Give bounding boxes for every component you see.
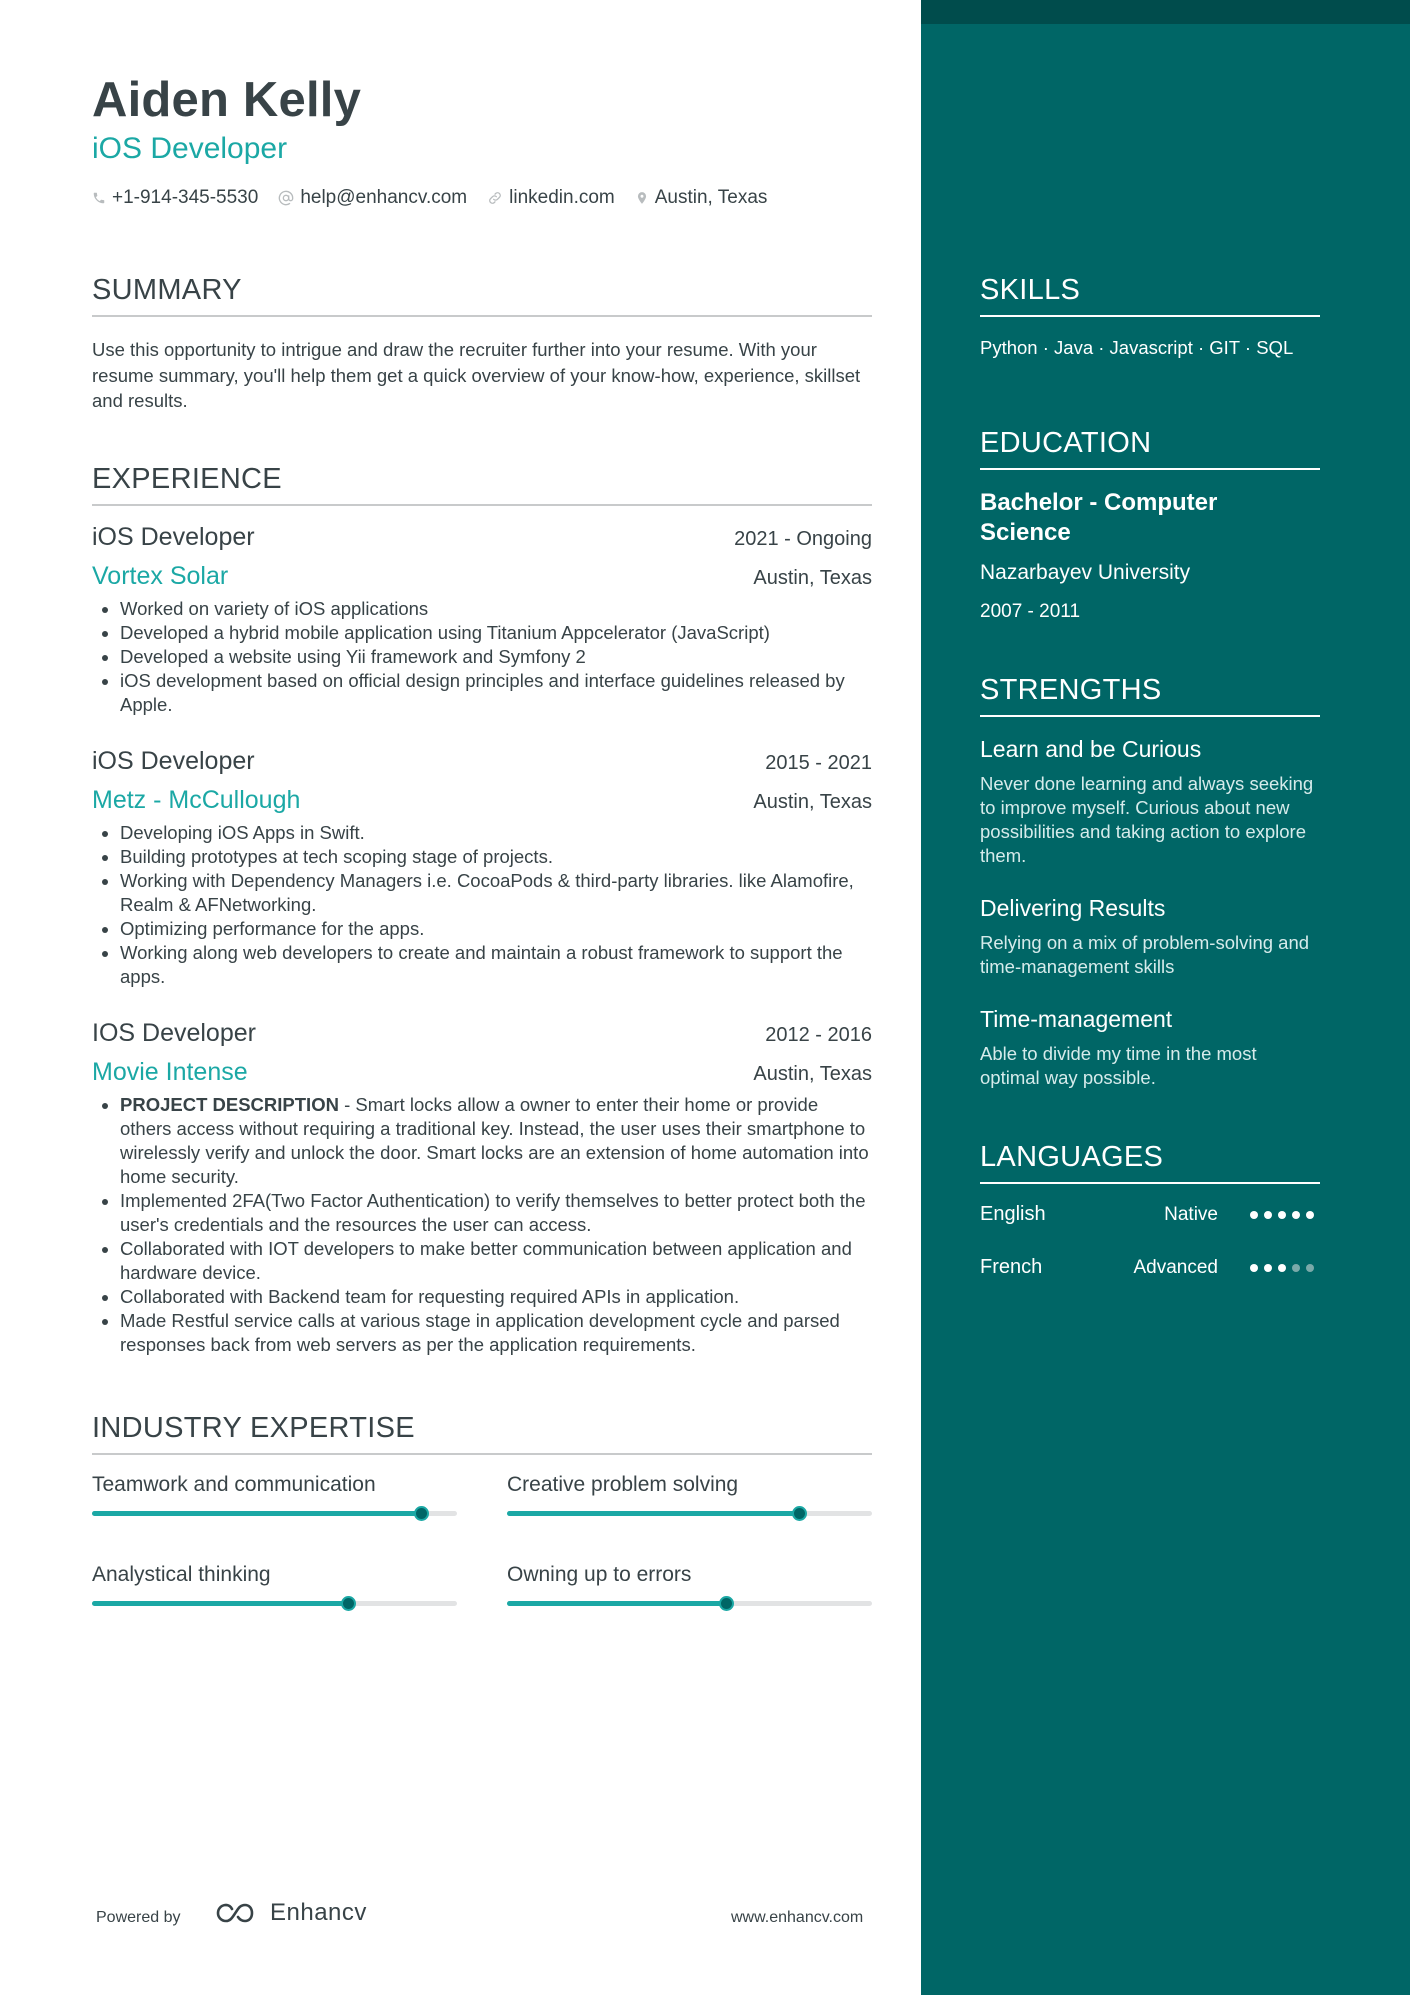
- at-icon: [278, 190, 294, 206]
- bullet: • Developing iOS Apps in Swift.: [120, 821, 872, 845]
- sidebar-top-band: [921, 0, 1410, 24]
- expertise-bar: [92, 1511, 457, 1516]
- bullet: • Collaborated with IOT developers to make better communication between application and hardware device.: [120, 1237, 872, 1285]
- proficiency-dot-filled: [1292, 1211, 1300, 1219]
- language-proficiency-dots: [1250, 1211, 1320, 1219]
- expertise-label: Creative problem solving: [507, 1473, 739, 1496]
- expertise-label: Teamwork and communication: [92, 1473, 376, 1496]
- education-years: 2007 - 2011: [980, 601, 1081, 622]
- email-text[interactable]: help@enhancv.com: [300, 187, 468, 208]
- job-company: Metz - McCullough: [92, 786, 301, 814]
- skills-list: Python · Java · Javascript · GIT · SQL: [980, 337, 1294, 358]
- expertise-bar: [507, 1511, 872, 1516]
- expertise-bar-fill: [92, 1511, 421, 1516]
- expertise-bar: [507, 1601, 872, 1606]
- candidate-name: Aiden Kelly: [92, 73, 362, 127]
- languages-heading: LANGUAGES: [980, 1141, 1320, 1184]
- expertise-bar-knob: [341, 1596, 356, 1611]
- expertise-item: [507, 1473, 872, 1516]
- bullet: • Implemented 2FA(Two Factor Authentication) to verify themselves to better protect both the user's credentials and the resources the user can access.: [120, 1189, 872, 1237]
- job-location: Austin, Texas: [753, 791, 872, 813]
- bullet: • Collaborated with Backend team for requesting required APIs in application.: [120, 1285, 872, 1309]
- contact-phone: [92, 187, 258, 209]
- summary-heading: SUMMARY: [92, 274, 872, 317]
- proficiency-dot-filled: [1306, 1211, 1314, 1219]
- bullet-rest: - Smart locks allow a owner to enter their home or provide others access without requiring a traditional key. Instead, the user uses their smartphone to wirelessly verify and unlock the door. Smart locks are an extension of home automation into home security.: [120, 1094, 869, 1187]
- strengths-heading: STRENGTHS: [980, 674, 1320, 717]
- expertise-label: Analystical thinking: [92, 1563, 271, 1586]
- job-company: Movie Intense: [92, 1058, 248, 1086]
- phone-text: +1-914-345-5530: [112, 187, 259, 208]
- expertise-item: [507, 1563, 872, 1606]
- contact-row: [92, 187, 787, 209]
- strength-title: Time-management: [980, 1006, 1173, 1032]
- job-title: iOS Developer: [92, 523, 255, 551]
- language-level: Advanced: [1133, 1256, 1218, 1278]
- expertise-bar-knob: [792, 1506, 807, 1521]
- language-name: French: [980, 1256, 1043, 1278]
- bullet: • Developed a website using Yii framework and Symfony 2: [120, 645, 872, 669]
- strength-item: [980, 736, 1320, 868]
- strength-description: Relying on a mix of problem-solving and time-management skills: [980, 932, 1310, 977]
- proficiency-dot-filled: [1264, 1211, 1272, 1219]
- strength-description: Never done learning and always seeking to improve myself. Curious about new possibilities and taking action to explore them.: [980, 773, 1314, 866]
- language-proficiency-dots: [1250, 1264, 1320, 1272]
- proficiency-dot-filled: [1278, 1264, 1286, 1272]
- bullet: • Working with Dependency Managers i.e. CocoaPods & third-party libraries. like Alamofire, Realm & AFNetworking.: [120, 869, 872, 917]
- expertise-label: Owning up to errors: [507, 1563, 692, 1586]
- job-location: Austin, Texas: [753, 1063, 872, 1085]
- proficiency-dot-filled: [1250, 1211, 1258, 1219]
- job-title: IOS Developer: [92, 1019, 256, 1047]
- job-dates: 2012 - 2016: [765, 1024, 872, 1046]
- contact-location: [635, 187, 768, 209]
- bullet: • Optimizing performance for the apps.: [120, 917, 872, 941]
- strength-description: Able to divide my time in the most optimal way possible.: [980, 1043, 1257, 1088]
- expertise-bar-knob: [414, 1506, 429, 1521]
- strength-title: Delivering Results: [980, 895, 1166, 921]
- expertise-bar-fill: [507, 1511, 799, 1516]
- footer-powered-by: Powered by: [96, 1909, 181, 1926]
- bullet: • Worked on variety of iOS applications: [120, 597, 872, 621]
- strength-item: [980, 895, 1320, 979]
- job-dates: 2015 - 2021: [765, 752, 872, 774]
- enhancv-logo-icon: [214, 1901, 262, 1925]
- job-company: Vortex Solar: [92, 562, 229, 590]
- link-icon: [487, 190, 503, 206]
- contact-linkedin[interactable]: [487, 187, 615, 209]
- experience-heading: EXPERIENCE: [92, 463, 872, 506]
- bullet: • Made Restful service calls at various stage in application development cycle and parsed responses back from web servers as per the application requirements.: [120, 1309, 872, 1357]
- job-entry: [92, 1019, 872, 1357]
- location-pin-icon: [635, 190, 649, 206]
- proficiency-dot-filled: [1264, 1264, 1272, 1272]
- expertise-item: [92, 1473, 457, 1516]
- summary-text: Use this opportunity to intrigue and draw the recruiter further into your resume. With your resume summary, you'll help them get a quick overview of your know-how, experience, skillset and results.: [92, 339, 861, 411]
- language-name: English: [980, 1203, 1046, 1225]
- sidebar: [921, 0, 1410, 1995]
- expertise-bar-fill: [507, 1601, 726, 1606]
- education-degree: Bachelor - Computer Science: [980, 489, 1218, 546]
- candidate-title: iOS Developer: [92, 132, 288, 165]
- job-bullets: [92, 597, 872, 717]
- location-text: Austin, Texas: [654, 187, 768, 208]
- language-row: [980, 1256, 1320, 1279]
- strength-title: Learn and be Curious: [980, 736, 1202, 762]
- expertise-bar-knob: [719, 1596, 734, 1611]
- bullet-bold-lead: PROJECT DESCRIPTION: [120, 1094, 339, 1115]
- job-location: Austin, Texas: [753, 567, 872, 589]
- language-row: [980, 1203, 1320, 1226]
- education-heading: EDUCATION: [980, 427, 1320, 470]
- footer-brand-name: Enhancv: [270, 1899, 367, 1926]
- skills-heading: SKILLS: [980, 274, 1320, 317]
- proficiency-dot-filled: [1278, 1211, 1286, 1219]
- proficiency-dot-empty: [1306, 1264, 1314, 1272]
- job-bullets: [92, 1093, 872, 1357]
- job-bullets: [92, 821, 872, 989]
- proficiency-dot-empty: [1292, 1264, 1300, 1272]
- contact-email[interactable]: [278, 187, 467, 209]
- expertise-bar: [92, 1601, 457, 1606]
- linkedin-text[interactable]: linkedin.com: [509, 187, 615, 208]
- proficiency-dot-filled: [1250, 1264, 1258, 1272]
- bullet: [120, 1093, 872, 1189]
- industry-expertise-heading: INDUSTRY EXPERTISE: [92, 1412, 872, 1455]
- education-school: Nazarbayev University: [980, 561, 1191, 584]
- expertise-bar-fill: [92, 1601, 348, 1606]
- language-level: Native: [1164, 1203, 1218, 1225]
- job-title: iOS Developer: [92, 747, 255, 775]
- job-entry: [92, 747, 872, 989]
- job-entry: [92, 523, 872, 717]
- bullet: • Building prototypes at tech scoping stage of projects.: [120, 845, 872, 869]
- bullet: • Developed a hybrid mobile application using Titanium Appcelerator (JavaScript): [120, 621, 872, 645]
- bullet: • Working along web developers to create and maintain a robust framework to support the apps.: [120, 941, 872, 989]
- footer-brand-logo[interactable]: [214, 1899, 367, 1927]
- bullet: • iOS development based on official design principles and interface guidelines released by Apple.: [120, 669, 872, 717]
- phone-icon: [92, 191, 106, 205]
- expertise-item: [92, 1563, 457, 1606]
- job-dates: 2021 - Ongoing: [734, 528, 872, 550]
- footer-url[interactable]: www.enhancv.com: [731, 1909, 864, 1926]
- strength-item: [980, 1006, 1320, 1090]
